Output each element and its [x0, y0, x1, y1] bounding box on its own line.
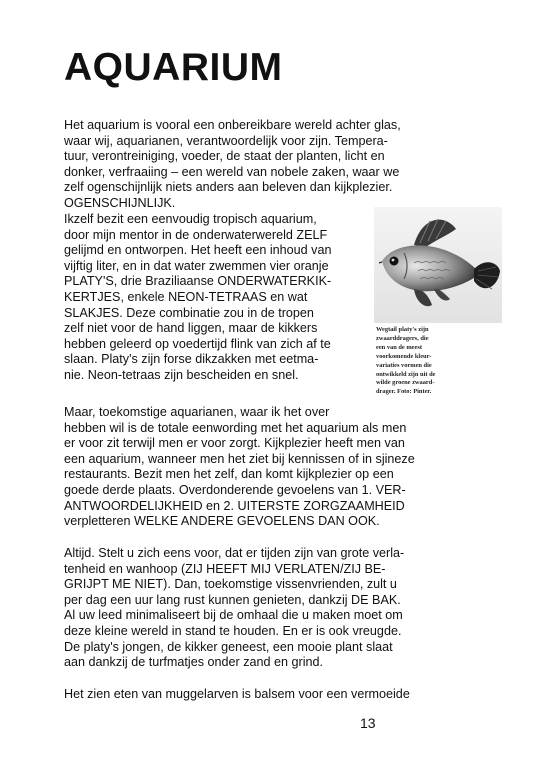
text-line: verpletteren WELKE ANDERE GEVOELENS DAN OOK. [64, 514, 380, 529]
text-line: PLATY'S, drie Braziliaanse ONDERWATERKIK- [64, 274, 332, 289]
caption-line: drager. Foto: Pinter. [376, 388, 432, 396]
paragraph-always [64, 546, 464, 671]
paragraph-final [64, 687, 464, 703]
text-line: deze kleine wereld in stand te houden. En er is ook vreugde. [64, 623, 402, 638]
caption-line: Wegtail platy's zijn [376, 326, 429, 333]
text-line: hebben geleerd op voedertijd flink van zich af te [64, 336, 331, 351]
text-line: er voor zit terwijl men er voor zorgt. Kijkplezier heeft men van [64, 436, 405, 451]
text-line: door mijn mentor in de onderwaterwereld ZELF [64, 227, 328, 242]
paragraph-intro [64, 118, 464, 212]
text-line: gelijmd en ontworpen. Het heeft een inhoud van [64, 243, 332, 258]
text-line: zelf niet voor de hand liggen, maar de kikkers [64, 321, 318, 336]
caption-line: wilde groene zwaard- [376, 379, 435, 387]
caption-line: voorkomende kleur- [376, 352, 432, 360]
text-line: per dag een uur lang rust kunnen genieten, dankzij DE BAK. [64, 592, 401, 607]
text-line: tenheid en wanhoop (ZIJ HEEFT MIJ VERLATEN/ZIJ BE- [64, 561, 386, 576]
caption-line: een van de meest [376, 343, 422, 351]
text-line: donker, verfraaiing – een wereld van nobele zaken, waar we [64, 164, 400, 179]
text-line: Het zien eten van muggelarven is balsem voor een vermoeide [64, 687, 410, 701]
caption-line: zwaarddragers, die [376, 334, 429, 342]
paragraph-own-aquarium [64, 212, 374, 384]
text-line: zelf ogenschijnlijk niets anders aan beleven dan kijkplezier. [64, 180, 393, 195]
text-line: Al uw leed minimaliseert bij de omhaal die u maken moet om [64, 608, 403, 623]
text-line: nie. Neon-tetraas zijn bescheiden en snel. [64, 367, 299, 382]
text-line: Ikzelf bezit een eenvoudig tropisch aquarium, [64, 212, 317, 226]
text-line: aan dankzij de turfmatjes onder zand en grind. [64, 655, 324, 670]
text-line: slaan. Platy's zijn forse dikzakken met eetma- [64, 352, 319, 367]
text-line: hebben wil is de totale eenwording met het aquarium als men [64, 420, 407, 435]
platy-fish-photo [374, 207, 502, 323]
caption-line: variaties vormen die [376, 361, 432, 369]
photo-caption [376, 326, 468, 397]
text-line: goede derde plaats. Overdonderende gevoelens van 1. VER- [64, 482, 406, 497]
text-line: een aquarium, wanneer men het ziet bij kennissen of in sjineze [64, 451, 415, 466]
text-line: Altijd. Stelt u zich eens voor, dat er tijden zijn van grote verla- [64, 546, 405, 560]
page-number: 13 [360, 715, 376, 731]
text-line: KERTJES, enkele NEON-TETRAAS en wat [64, 289, 308, 304]
text-line: vijftig liter, en in dat water zwemmen vier oranje [64, 258, 329, 273]
page-title: AQUARIUM [64, 46, 283, 89]
text-line: OGENSCHIJNLIJK. [64, 195, 176, 210]
text-line: Het aquarium is vooral een onbereikbare wereld achter glas, [64, 118, 401, 132]
text-line: tuur, verontreiniging, voeder, de staat der planten, licht en [64, 149, 385, 164]
paragraph-future-aquarians [64, 405, 464, 530]
caption-line: ontwikkeld zijn uit de [376, 370, 436, 378]
text-line: SLAKJES. Deze combinatie zou in de tropen [64, 305, 314, 320]
text-line: waar wij, aquarianen, verantwoordelijk voor zijn. Tempera- [64, 133, 388, 148]
text-line: Maar, toekomstige aquarianen, waar ik het over [64, 405, 330, 419]
text-line: ANTWOORDELIJKHEID en 2. UITERSTE ZORGZAAMHEID [64, 498, 405, 513]
text-line: restaurants. Bezit men het zelf, dan komt kijkplezier op een [64, 467, 394, 482]
text-line: GRIJPT ME NIET). Dan, toekomstige vissenvrienden, zult u [64, 577, 397, 592]
text-line: De platy's jongen, de kikker geneest, een mooie plant slaat [64, 639, 393, 654]
